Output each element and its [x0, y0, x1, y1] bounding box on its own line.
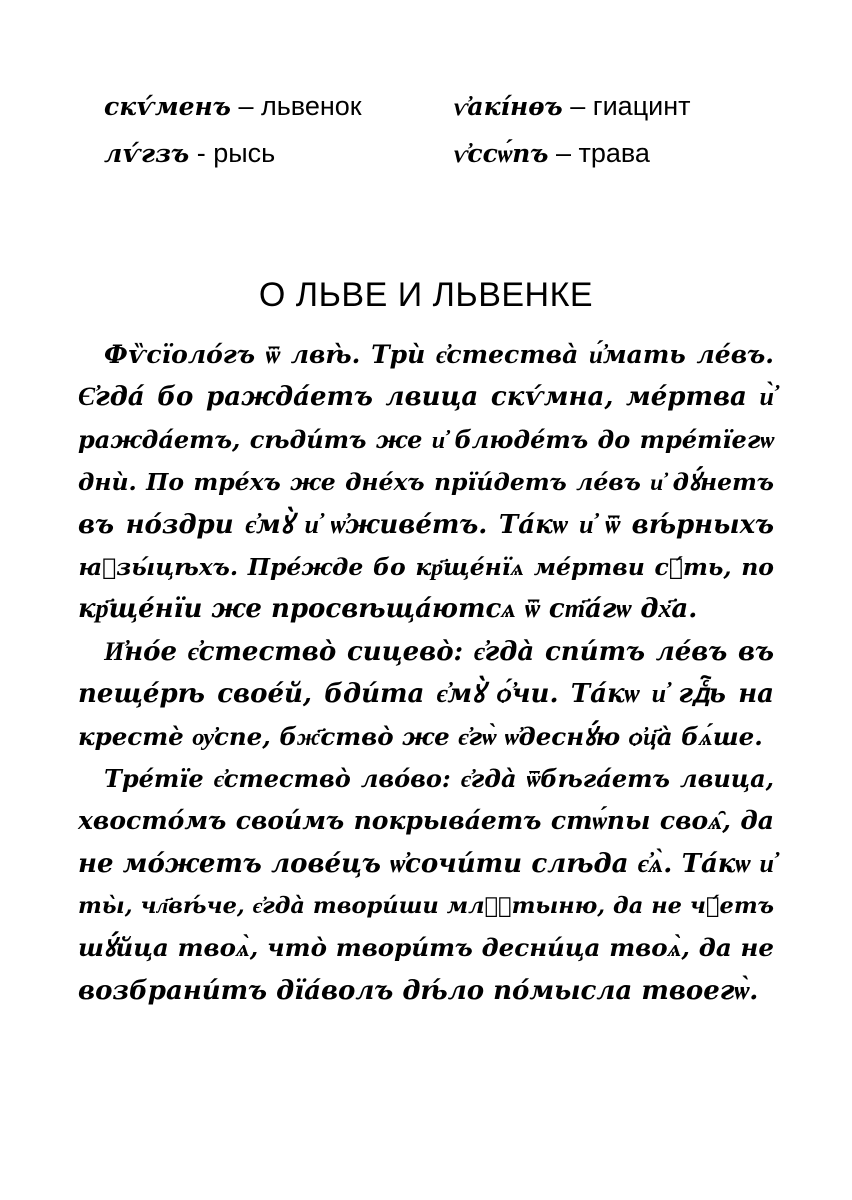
glossary-separator: -	[189, 138, 214, 168]
glossary-meaning: львенок	[260, 91, 362, 121]
text-line: пеще́рѣ свое́й, бди́та є҆мꙋ̀ ѻ҆́чи. Та́кѡ и҆ гдⷭ҇ь на	[78, 679, 774, 710]
text-line: шꙋ́йца твоѧ̀, что̀ твори́тъ десни́ца твоѧ̀, да не	[78, 933, 774, 963]
section-heading: О ЛЬВЕ И ЛЬВЕНКЕ	[258, 276, 594, 314]
text-line: днѝ. По тре́хъ же дне́хъ прїи́детъ ле́въ и҆ дꙋ́нетъ	[78, 468, 774, 497]
glossary-term: скѵ́менъ	[104, 92, 231, 121]
text-line: возбрани́тъ дїа́волъ дѣ́ло по́мысла твоегѡ̀.	[78, 975, 759, 1006]
text-line: въ но́здри є҆мꙋ̀ и҆ ѡ҆живе́тъ. Та́кѡ и҆ ѿ вѣ́рныхъ	[78, 509, 774, 540]
text-line: ты̀, чл҃вѣ́че, є҆гда̀ твори́ши млⷭ҇тыню, да не чꙋ́етъ	[78, 893, 774, 920]
text-line: Є҆гда́ бо ражда́етъ лвица скѵ́мна, ме́ртва и҆̀	[78, 382, 774, 413]
text-line: И҆но́е є҆стество̀ сицево̀: є҆гда̀ спи́тъ ле́въ въ	[104, 636, 774, 667]
glossary-meaning: трава	[578, 138, 650, 168]
glossary-term: ѵ҆акі́нѳъ	[454, 92, 563, 121]
text-line: ражда́етъ, сѣди́тъ же и҆ блюде́тъ до тре́тїегѡ	[78, 424, 774, 454]
glossary-entry	[104, 133, 454, 174]
text-line: кр҃ще́нїи же просвѣща́ютсѧ ѿ ст҃а́гѡ дх҃а.	[78, 594, 698, 625]
glossary-entry	[454, 133, 754, 174]
glossary-separator: –	[548, 138, 579, 168]
glossary-meaning: гиацинт	[592, 91, 691, 121]
glossary-term: лѵ́гзъ	[104, 139, 190, 168]
glossary	[104, 86, 754, 174]
body-text	[78, 334, 774, 1012]
text-line: Тре́тїе є҆стество̀ лво́во: є҆гда̀ ѿбѣга́етъ лвица,	[104, 763, 774, 793]
text-line: хвосто́мъ свои́мъ покрыва́етъ стѡ́пы своѧ̑, да	[78, 806, 774, 836]
glossary-separator: –	[562, 91, 593, 121]
text-line: Фѷсїоло́гъ ѿ лвѣ̀. Трѝ є҆стества̀ и҆́мать ле́въ.	[104, 340, 774, 369]
glossary-separator: –	[230, 91, 261, 121]
text-line: не мо́жетъ лове́цъ ѡ҆сочи́ти слѣда є҆ѧ̀. Та́кѡ и҆	[78, 848, 774, 879]
glossary-term: ѵ҆ссѡ́пъ	[454, 139, 549, 168]
glossary-meaning: рысь	[213, 138, 276, 168]
glossary-entry	[454, 86, 754, 127]
text-line: крестѐ ѹ҆спе, бж҃ство̀ же є҆гѡ̀ ѡ҆деснꙋ́ю ѻ҆ц҃а̀ бѧ́ше.	[78, 721, 763, 751]
text-line: ꙗ҆зы́цѣхъ. Пре́жде бо кр҃ще́нїѧ ме́ртви сꙋ́ть, по	[78, 552, 774, 581]
glossary-entry	[104, 86, 454, 127]
